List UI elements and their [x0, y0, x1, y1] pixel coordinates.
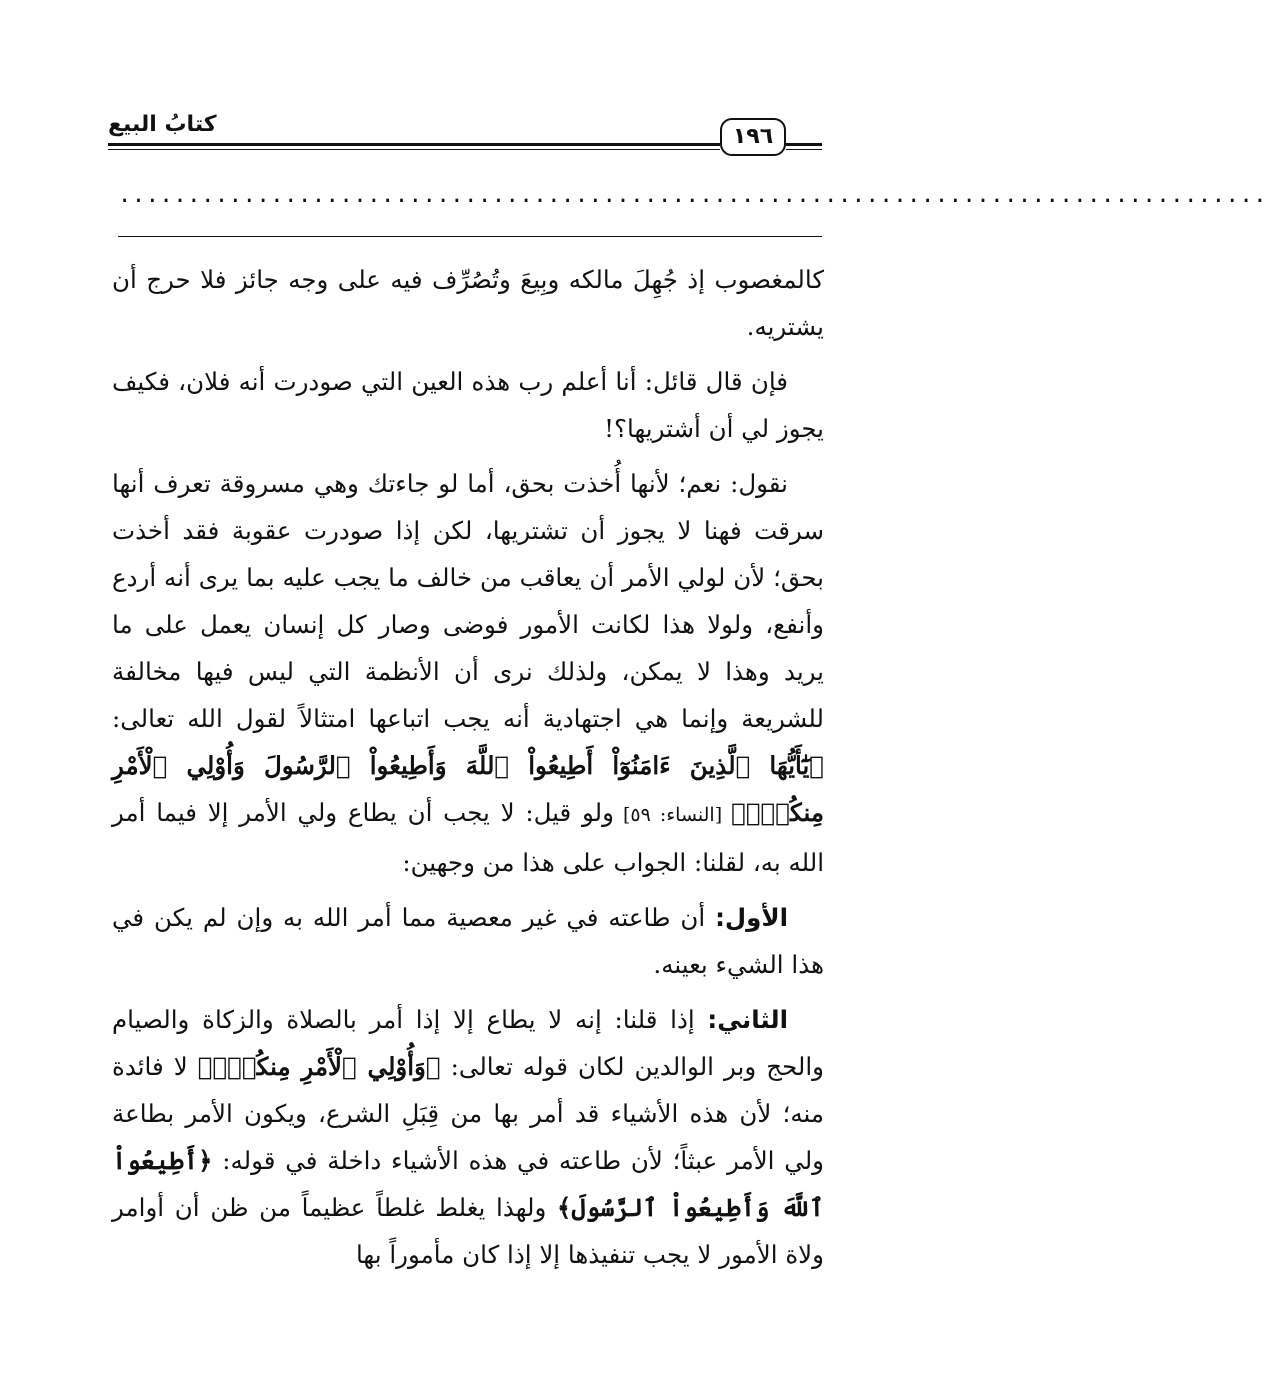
paragraph-5-text-a: إذا قلنا: إنه لا يطاع إلا إذا أمر بالصلاة والزكاة والصيام والحج وبر الوالدين لكان قوله تعالى:	[112, 1005, 824, 1081]
quran-verse: ﴿يَٰٓأَيُّهَا ٱلَّذِينَ ءَامَنُوٓاْ أَطِيعُواْ ٱللَّهَ وَأَطِيعُواْ ٱلرَّسُولَ وَأُوْلِي ٱلْأَمْرِ مِنكُمْۖ﴾	[112, 751, 824, 827]
paragraph-5	[112, 996, 824, 1278]
paragraph-4	[112, 894, 824, 988]
paragraph-4-text: أن طاعته في غير معصية مما أمر الله به وإن لم يكن في هذا الشيء بعينه.	[112, 903, 824, 979]
paragraph-3-text-a: نقول: نعم؛ لأنها أُخذت بحق، أما لو جاءتك وهي مسروقة تعرف أنها سرقت فهنا لا يجوز أن تشتريها، لكن إذا صودرت عقوبة فقد أخذت بحق؛ لأن لولي الأمر أن يعاقب من خالف ما يجب عليه بما يرى أنه أردع وأنفع، ولولا هذا لكانت الأمور فوضى وصار كل إنسان يعمل على ما يريد وهذا لا يمكن، ولذلك نرى أن الأنظمة التي ليس فيها مخالفة للشريعة وإنما هي اجتهادية أنه يجب اتباعها امتثالاً لقول الله تعالى:	[112, 469, 824, 733]
body-text	[112, 256, 824, 1286]
quran-verse: ﴿وَأُوْلِي ٱلْأَمْرِ مِنكُمْۖ﴾	[197, 1052, 441, 1081]
first-point-label: الأول:	[715, 903, 788, 932]
dotted-separator: ...................................................................................	[118, 183, 1267, 208]
header-rule-right-thin	[786, 149, 822, 150]
quran-verse: ﴿أَطِيعُواْ ٱللَّهَ وَأَطِيعُواْ ٱلرَّسُولَ﴾	[112, 1146, 824, 1222]
paragraph-5-text-b: لا فائدة منه؛ لأن هذه الأشياء قد أمر بها من قِبَلِ الشرع، ويكون الأمر بطاعة ولي الأمر عبثاً؛ لأن طاعته في هذه الأشياء داخلة في قوله:	[112, 1052, 824, 1175]
header-rule-thick	[108, 143, 720, 146]
paragraph-5-text-c: ولهذا يغلط غلطاً عظيماً من ظن أن أوامر ولاة الأمور لا يجب تنفيذها إلا إذا كان مأموراً بها	[112, 1193, 824, 1269]
verse-reference: [النساء: ٥٩]	[613, 804, 732, 826]
running-header-title: كتابُ البيع	[108, 112, 217, 137]
header-rule-right-thick	[786, 143, 822, 146]
paragraph-3-text-b: ولو قيل: لا يجب أن يطاع ولي الأمر إلا فيما أمر الله به، لقلنا: الجواب على هذا من وجهين:	[112, 798, 824, 877]
paragraph-3	[112, 460, 824, 886]
paragraph-2: فإن قال قائل: أنا أعلم رب هذه العين التي صودرت أنه فلان، فكيف يجوز لي أن أشتريها؟!	[112, 367, 824, 443]
page-number: ١٩٦	[720, 118, 786, 156]
separator-rule	[118, 236, 822, 237]
second-point-label: الثاني:	[707, 1005, 788, 1034]
paragraph-1: كالمغصوب إذ جُهِلَ مالكه وبِيعَ وتُصُرِّف فيه على وجه جائز فلا حرج أن يشتريه.	[112, 265, 824, 341]
header-rule-thin	[108, 149, 720, 150]
